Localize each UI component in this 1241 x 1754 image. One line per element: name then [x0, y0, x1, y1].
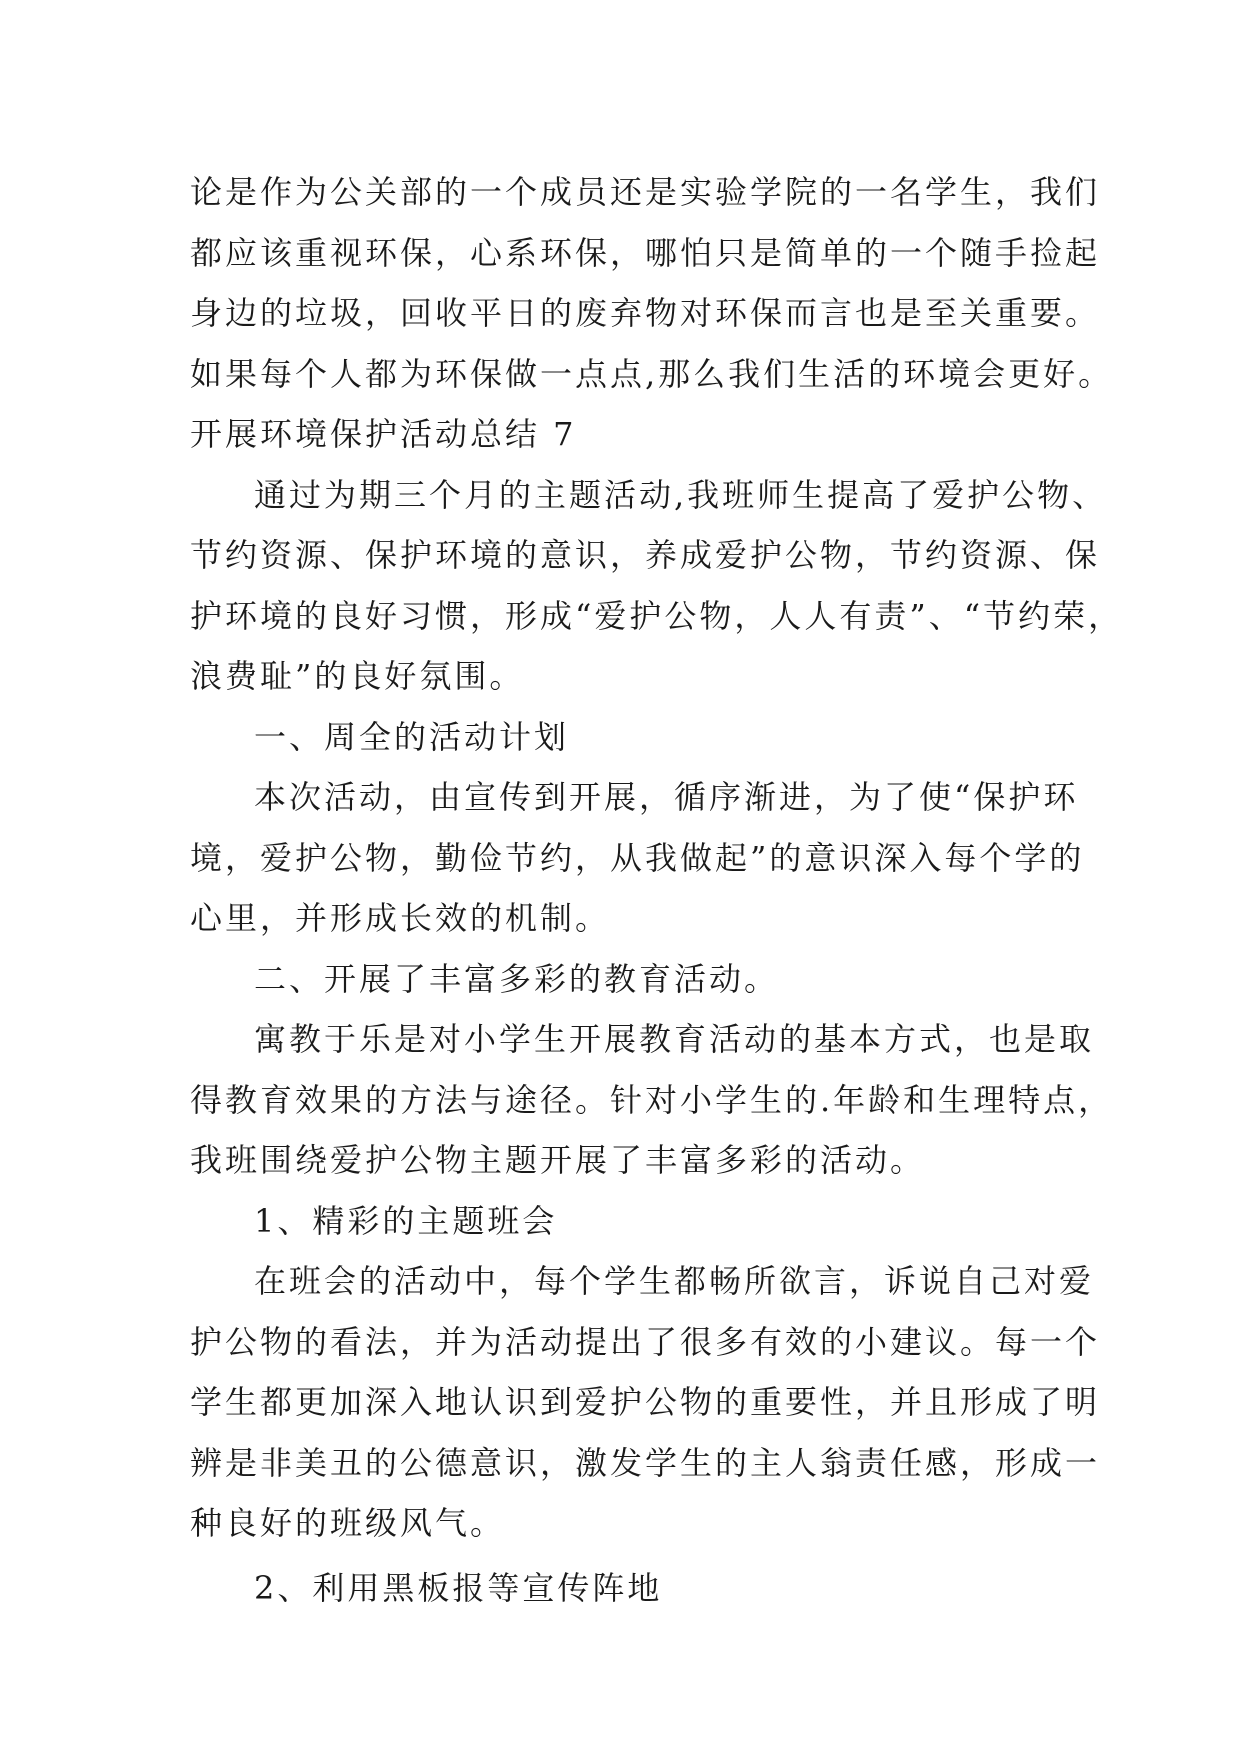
paragraph-first-line: 通过为期三个月的主题活动,我班师生提高了爱护公物、	[254, 475, 1108, 514]
body-text-line: 辨是非美丑的公德意识，激发学生的主人翁责任感，形成一	[190, 1443, 1101, 1482]
subheading: 1、精彩的主题班会	[254, 1201, 558, 1240]
body-text-line: 如果每个人都为环保做一点点,那么我们生活的环境会更好。	[190, 354, 1114, 393]
paragraph-first-line: 寓教于乐是对小学生开展教育活动的基本方式，也是取	[254, 1020, 1095, 1058]
body-text-line: 论是作为公关部的一个成员还是实验学院的一名学生，我们	[190, 173, 1101, 211]
body-text-line: 护公物的看法，并为活动提出了很多有效的小建议。每一个	[190, 1322, 1101, 1361]
section-heading: 开展环境保护活动总结 7	[190, 415, 577, 453]
body-text-line: 境，爱护公物，勤俭节约，从我做起”的意识深入每个学的	[190, 838, 1085, 877]
body-text-line: 节约资源、保护环境的意识，养成爱护公物，节约资源、保	[190, 536, 1101, 574]
paragraph-first-line: 本次活动，由宣传到开展，循序渐进，为了使“保护环	[254, 778, 1079, 816]
subheading: 二、开展了丰富多彩的教育活动。	[254, 959, 780, 998]
body-text-line: 得教育效果的方法与途径。针对小学生的.年龄和生理特点，	[190, 1080, 1114, 1119]
body-text-line: 身边的垃圾，回收平日的废弃物对环保而言也是至关重要。	[190, 294, 1101, 332]
document-page	[190, 162, 1124, 1618]
subheading: 一、周全的活动计划	[254, 717, 570, 756]
body-text-line: 护环境的良好习惯，形成“爱护公物，人人有责”、“节约荣，	[190, 596, 1124, 635]
body-text-line: 我班围绕爱护公物主题开展了丰富多彩的活动。	[190, 1141, 926, 1179]
body-text-line: 学生都更加深入地认识到爱护公物的重要性，并且形成了明	[190, 1383, 1101, 1421]
body-text-line: 种良好的班级风气。	[190, 1504, 506, 1542]
subheading: 2、利用黑板报等宣传阵地	[254, 1568, 663, 1607]
body-text-line: 浪费耻”的良好氛围。	[190, 657, 525, 695]
body-text-line: 都应该重视环保，心系环保，哪怕只是简单的一个随手捡起	[190, 233, 1101, 272]
body-text-line: 心里，并形成长效的机制。	[190, 899, 611, 937]
paragraph-first-line: 在班会的活动中，每个学生都畅所欲言，诉说自己对爱	[254, 1262, 1095, 1300]
